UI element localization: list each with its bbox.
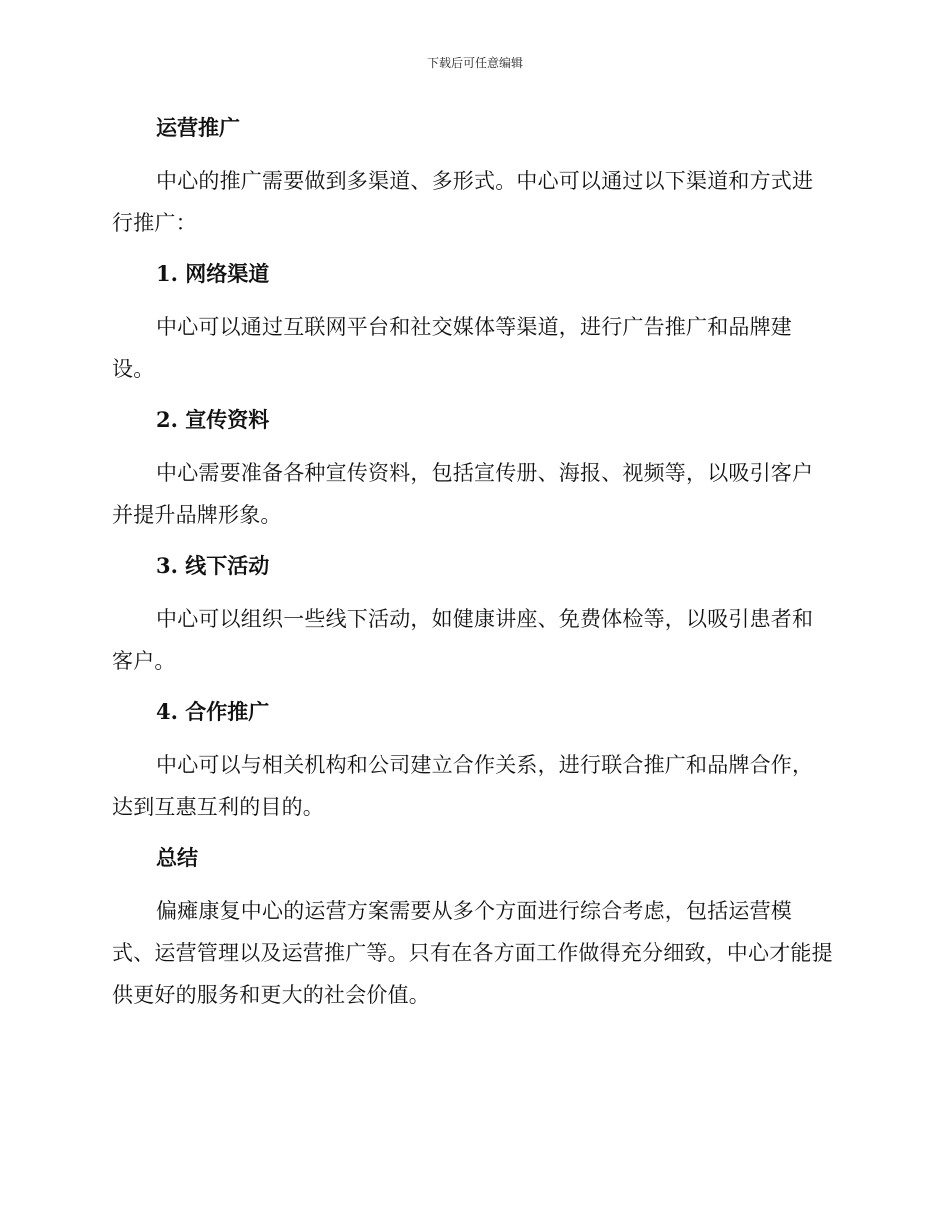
section-heading-promotion: 运营推广 [156, 115, 240, 140]
section-paragraph-summary: 偏瘫康复中心的运营方案需要从多个方面进行综合考虑，包括运营模式、运营管理以及运营推广等。只有在各方面工作做得充分细致，中心才能提供更好的服务和更大的社会价值。 [112, 899, 833, 1007]
header-note: 下载后可任意编辑 [426, 56, 523, 70]
section-paragraph-promo-materials: 中心需要准备各种宣传资料，包括宣传册、海报、视频等，以吸引客户并提升品牌形象。 [112, 461, 814, 527]
section-paragraph-online-channels: 中心可以通过互联网平台和社交媒体等渠道，进行广告推广和品牌建设。 [112, 315, 792, 381]
section-heading-offline-events: 3. 线下活动 [156, 553, 270, 578]
document-body [112, 108, 834, 1026]
section-heading-summary: 总结 [156, 845, 198, 870]
section-paragraph-offline-events: 中心可以组织一些线下活动，如健康讲座、免费体检等，以吸引患者和客户。 [112, 607, 814, 673]
section-paragraph-promotion: 中心的推广需要做到多渠道、多形式。中心可以通过以下渠道和方式进行推广： [112, 169, 814, 235]
section-paragraph-partnership: 中心可以与相关机构和公司建立合作关系，进行联合推广和品牌合作，达到互惠互利的目的。 [112, 753, 814, 819]
section-heading-promo-materials: 2. 宣传资料 [156, 407, 270, 432]
section-heading-online-channels: 1. 网络渠道 [156, 261, 270, 286]
section-heading-partnership: 4. 合作推广 [156, 699, 270, 724]
